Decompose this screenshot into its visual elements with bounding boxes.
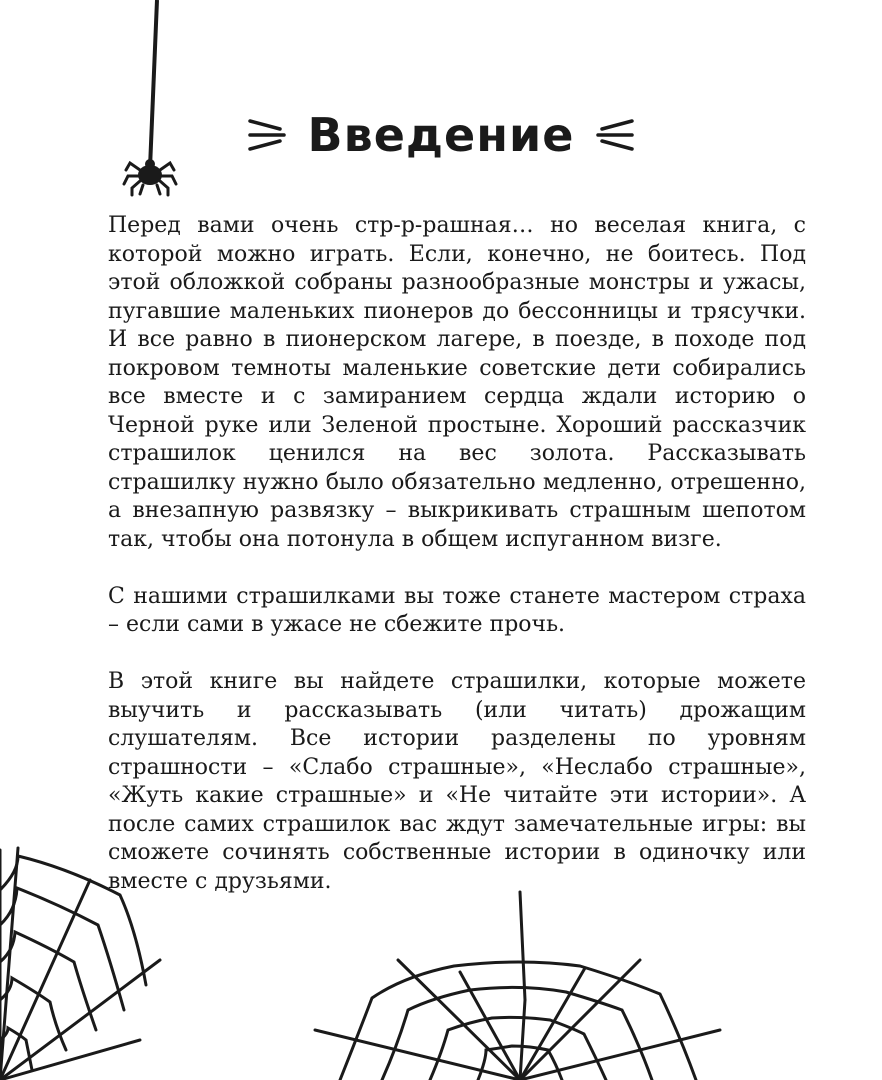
title-decor-icon — [246, 115, 290, 155]
title-row — [0, 100, 882, 170]
paragraph: С нашими страшилками вы тоже станете мастером страха – если сами в ужасе не сбежите прочь. — [108, 583, 806, 637]
title-decor-icon — [592, 115, 636, 155]
paragraph: В этой книге вы найдете страшилки, которые можете выучить и рассказывать (или читать) дрожащим слушателям. Все истории разделены по уровням страшности – «Слабо страшные», «Неслабо страшные», «Жуть какие страшные» и «Не читайте эти истории». А после самих страшилок вас ждут замечательные игры: вы сможете сочинять собственные истории в одиночку или вместе с друзьями. — [108, 669, 806, 894]
page-title: Введение — [307, 108, 575, 162]
paragraph: Перед вами очень стр-р-рашная… но веселая книга, с которой можно играть. Если, конечно, не боитесь. Под этой обложкой собраны разнообразные монстры и ужасы, пугавшие маленьких пионеров до бессонницы и трясучки. И все равно в пионерском лагере, в поезде, в походе под покровом темноты маленькие советские дети собирались все вместе и с замиранием сердца ждали историю о Черной руке или Зеленой простыне. Хороший рассказчик страшилок ценился на вес золота. Рассказывать страшилку нужно было обязательно медленно, отрешенно, а внезапную развязку – выкрикивать страшным шепотом так, чтобы она потонула в общем испуганном визге. — [108, 213, 806, 552]
intro-text — [108, 212, 806, 896]
